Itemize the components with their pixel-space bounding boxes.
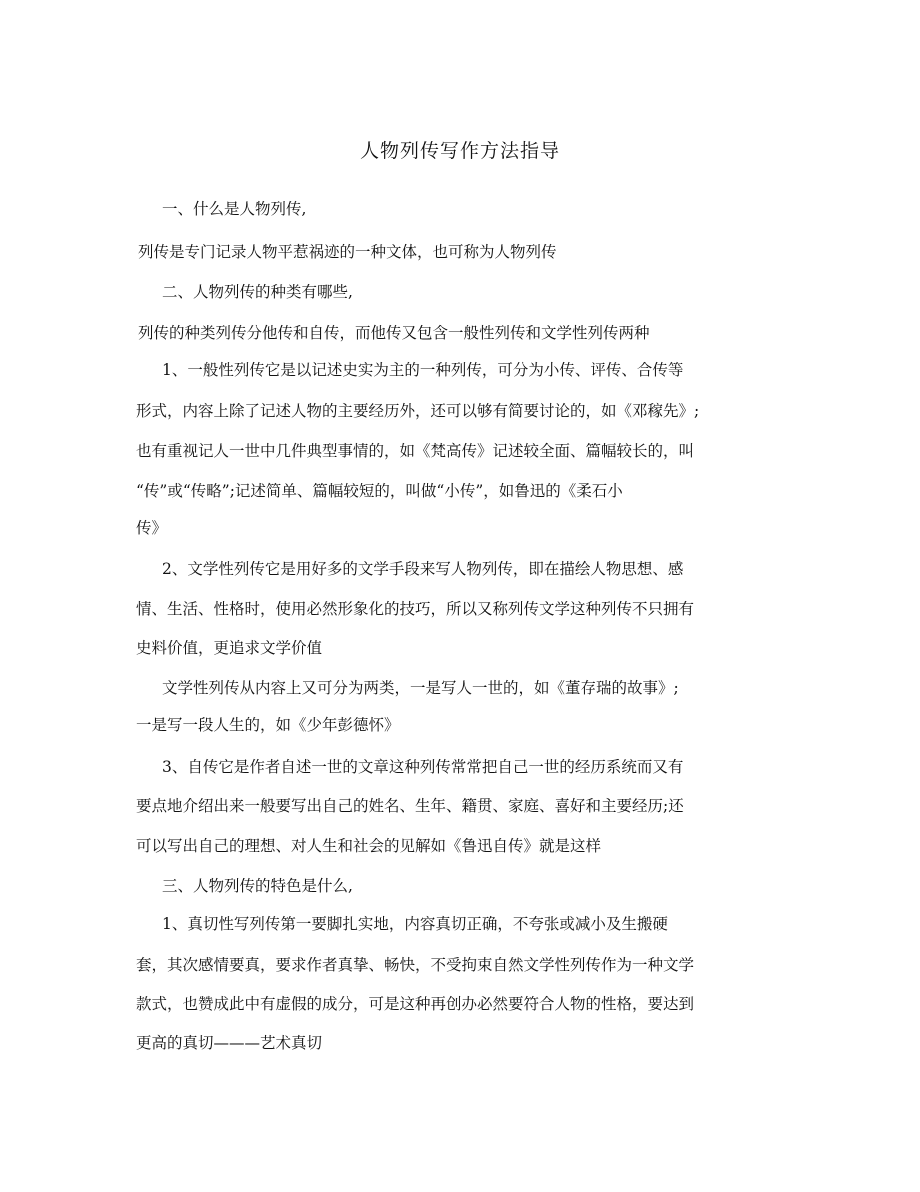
paragraph-line: 也有重视记人一世中几件典型事情的，如《梵高传》记述较全面、篇幅较长的，叫 [136,442,695,460]
paragraph-line: “传”或“传略”;记述简单、篇幅较短的，叫做“小传”，如鲁迅的《柔石小 [136,482,623,500]
paragraph-line: 要点地介绍出来一般要写出自己的姓名、生年、籍贯、家庭、喜好和主要经历;还 [136,797,684,815]
paragraph-line: 2、文学性列传它是用好多的文学手段来写人物列传，即在描绘人物思想、感 [162,560,684,578]
paragraph-line: 传》 [136,519,168,537]
paragraph-line: 列传的种类列传分他传和自传，而他传又包含一般性列传和文学性列传两种 [138,324,650,342]
paragraph-line: 一是写一段人生的，如《少年彭德怀》 [136,716,400,734]
paragraph-line: 文学性列传从内容上又可分为两类，一是写人一世的，如《董存瑞的故事》; [162,679,679,697]
paragraph-line: 情、生活、性格时，使用必然形象化的技巧，所以又称列传文学这种列传不只拥有 [136,600,695,618]
section-heading: 一、什么是人物列传, [162,200,307,218]
paragraph-line: 列传是专门记录人物平惹祸迹的一种文体，也可称为人物列传 [138,243,557,261]
paragraph-line: 款式，也赞成此中有虚假的成分，可是这种再创办必然要符合人物的性格，要达到 [136,995,695,1013]
paragraph-line: 更高的真切———艺术真切 [136,1034,323,1052]
paragraph-line: 可以写出自己的理想、对人生和社会的见解如《鲁迅自传》就是这样 [136,837,602,855]
paragraph-line: 3、自传它是作者自述一世的文章这种列传常常把自己一世的经历系统而又有 [162,758,684,776]
paragraph-line: 1、真切性写列传第一要脚扎实地，内容真切正确，不夸张或减小及生搬硬 [162,915,668,933]
paragraph-line: 套，其次感情要真，要求作者真挚、畅快，不受拘束自然文学性列传作为一种文学 [136,956,695,974]
paragraph-line: 形式，内容上除了记述人物的主要经历外，还可以够有简要讨论的，如《邓稼先》; [136,402,700,420]
section-heading: 二、人物列传的种类有哪些, [162,283,353,301]
paragraph-line: 1、一般性列传它是以记述史实为主的一种列传，可分为小传、评传、合传等 [162,361,684,379]
page-title: 人物列传写作方法指导 [359,140,560,162]
paragraph-line: 史料价值，更追求文学价值 [136,639,323,657]
section-heading: 三、人物列传的特色是什么, [162,877,353,895]
